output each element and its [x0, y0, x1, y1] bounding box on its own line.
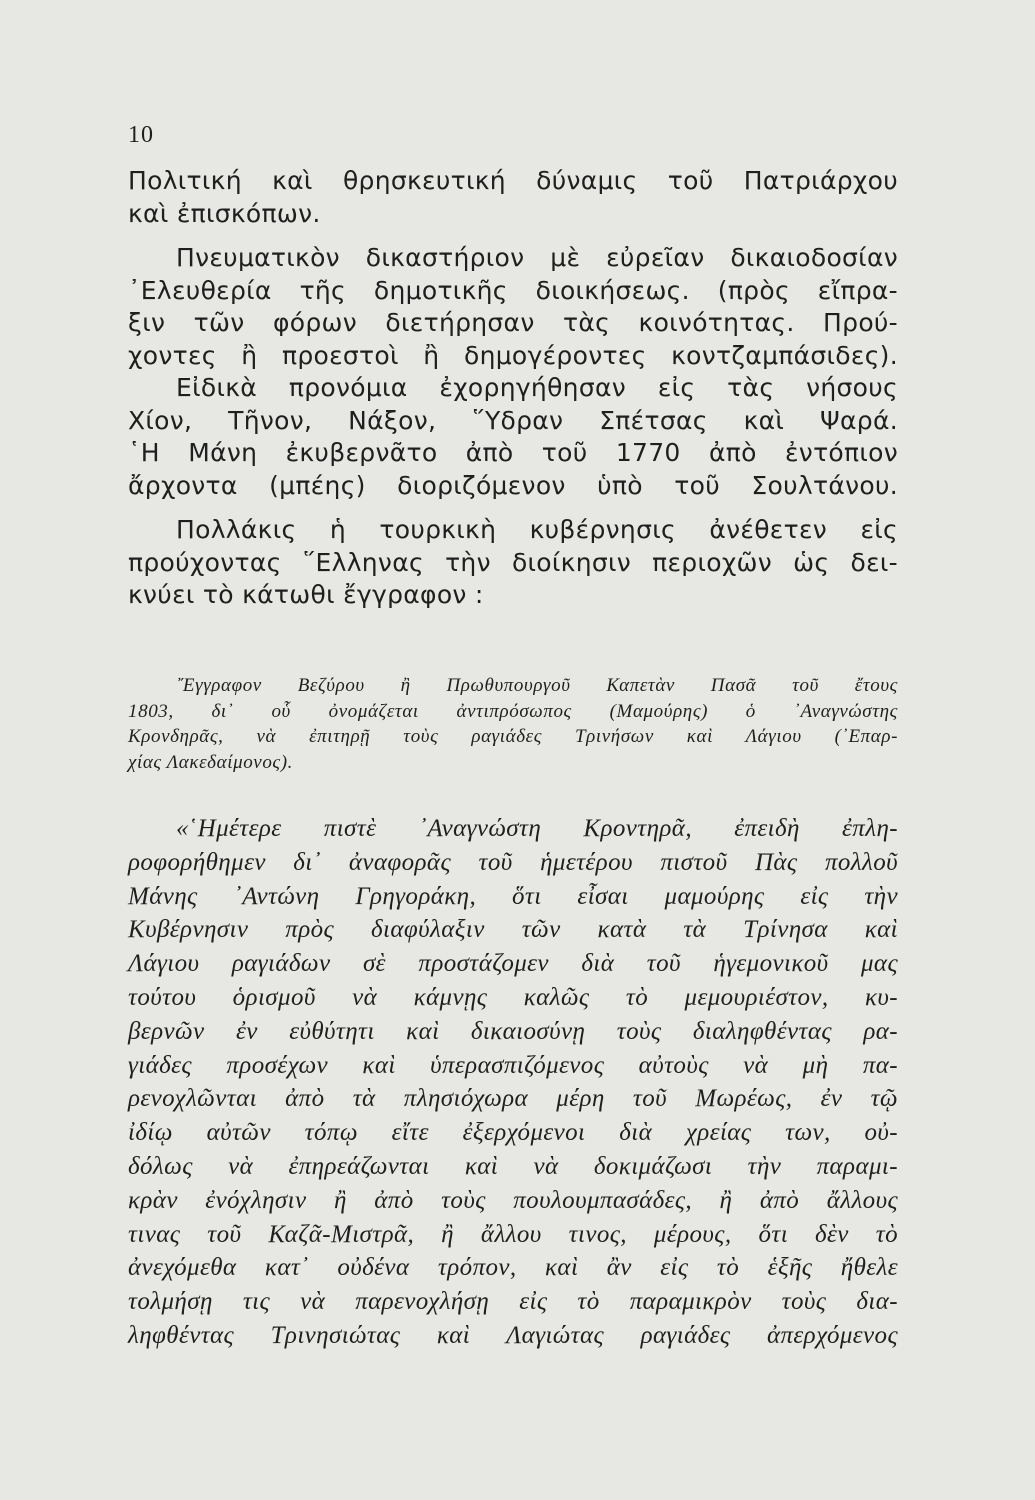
document-caption	[128, 673, 898, 775]
quote-line: τολμήσῃ τις νὰ παρενοχλήσῃ εἰς τὸ παραμικρὸν τοὺς δια-	[128, 1288, 898, 1316]
quote-line: δόλως νὰ ἐπηρεάζωνται καὶ νὰ δοκιμάζωσι τὴν παραμι-	[128, 1152, 898, 1180]
quote-line: γιάδες προσέχων καὶ ὑπερασπιζόμενος αὐτοὺς νὰ μὴ πα-	[128, 1051, 898, 1079]
quote-line: βερνῶν ἐν εὐθύτητι καὶ δικαιοσύνῃ τοὺς διαληφθέντας ρα-	[128, 1017, 898, 1045]
quote-line: ἀνεχόμεθα κατ᾿ οὐδένα τρόπον, καὶ ἂν εἰς τὸ ἑξῆς ἤθελε	[128, 1254, 898, 1282]
text-line: ᾿Ελευθερία τῆς δημοτικῆς διοικήσεως. (πρὸς εἴπρα-	[128, 275, 898, 305]
quote-line: ἰδίῳ αὐτῶν τόπῳ εἴτε ἐξερχόμενοι διὰ χρείας των, οὐ-	[128, 1119, 898, 1147]
text-line: καὶ ἐπισκόπων.	[128, 198, 321, 228]
main-text	[128, 165, 898, 612]
text-line: ἄρχοντα (μπέης) διοριζόμενον ὑπὸ τοῦ Σουλτάνου.	[128, 470, 898, 500]
quote-line: κρὰν ἐνόχλησιν ἢ ἀπὸ τοὺς πουλουμπασάδες, ἢ ἀπὸ ἄλλους	[128, 1186, 898, 1214]
text-line: Πνευματικὸν δικαστήριον μὲ εὐρεῖαν δικαιοδοσίαν	[176, 243, 898, 272]
quote-line: τούτου ὁρισμοῦ νὰ κάμνῃς καλῶς τὸ μεμουριέστον, κυ-	[128, 983, 898, 1011]
quoted-letter	[128, 812, 898, 1353]
page-number: 10	[128, 122, 154, 148]
quote-line: Λάγιου ραγιάδων σὲ προστάζομεν διὰ τοῦ ἡγεμονικοῦ μας	[128, 950, 898, 978]
text-line: Πολιτική καὶ θρησκευτική δύναμις τοῦ Πατριάρχου	[128, 166, 898, 195]
caption-line: 1803, δι᾿ οὗ ὀνομάζεται ἀντιπρόσωπος (Μαμούρης) ὁ ᾿Αναγνώστης	[128, 700, 898, 722]
text-line: χοντες ἢ προεστοὶ ἢ δημογέροντες κοντζαμπάσιδες).	[128, 340, 898, 370]
quote-line: τινας τοῦ Καζᾶ-Μιστρᾶ, ἢ ἄλλου τινος, μέρους, ὅτι δὲν τὸ	[128, 1220, 898, 1248]
text-line: κνύει τὸ κάτωθι ἔγγραφον :	[128, 580, 484, 609]
text-line: προύχοντας ῞Ελληνας τὴν διοίκησιν περιοχῶν ὡς δει-	[128, 547, 898, 577]
quote-line: ρενοχλῶνται ἀπὸ τὰ πλησιόχωρα μέρη τοῦ Μωρέως, ἐν τῷ	[128, 1085, 898, 1113]
caption-line: ῎Εγγραφον Βεζύρου ἢ Πρωθυπουργοῦ Καπετὰν Πασᾶ τοῦ ἔτους	[176, 675, 898, 696]
text-line: Εἰδικὰ προνόμια ἐχορηγήθησαν εἰς τὰς νήσους	[176, 373, 898, 402]
quote-line: ροφορήθημεν δι᾿ ἀναφορᾶς τοῦ ἡμετέρου πιστοῦ Πὰς πολλοῦ	[128, 848, 898, 876]
quote-line: ληφθέντας Τρινησιώτας καὶ Λαγιώτας ραγιάδες ἀπερχόμενος	[128, 1321, 898, 1349]
caption-line: Κρονδηρᾶς, νὰ ἐπιτηρῇ τοὺς ραγιάδες Τρινήσων καὶ Λάγιου (᾿Επαρ-	[128, 726, 898, 747]
text-line: Χίον, Τῆνον, Νάξον, ῞Υδραν Σπέτσας καὶ Ψαρά.	[128, 405, 898, 435]
text-line: ξιν τῶν φόρων διετήρησαν τὰς κοινότητας. Πρού-	[128, 308, 898, 337]
text-line: Πολλάκις ἡ τουρκικὴ κυβέρνησις ἀνέθετεν εἰς	[176, 515, 898, 544]
quote-line: Κυβέρνησιν πρὸς διαφύλαξιν τῶν κατὰ τὰ Τρίνησα καὶ	[128, 916, 898, 944]
quote-line: «῾Ημέτερε πιστὲ ᾿Αναγνώστη Κροντηρᾶ, ἐπειδὴ ἐπλη-	[176, 815, 898, 842]
text-line: ῾Η Μάνη ἐκυβερνᾶτο ἀπὸ τοῦ 1770 ἀπὸ ἐντόπιον	[128, 438, 898, 467]
caption-line: χίας Λακεδαίμονος).	[128, 751, 294, 773]
quote-line: Μάνης ᾿Αντώνη Γρηγοράκη, ὅτι εἶσαι μαμούρης εἰς τὴν	[128, 882, 898, 910]
